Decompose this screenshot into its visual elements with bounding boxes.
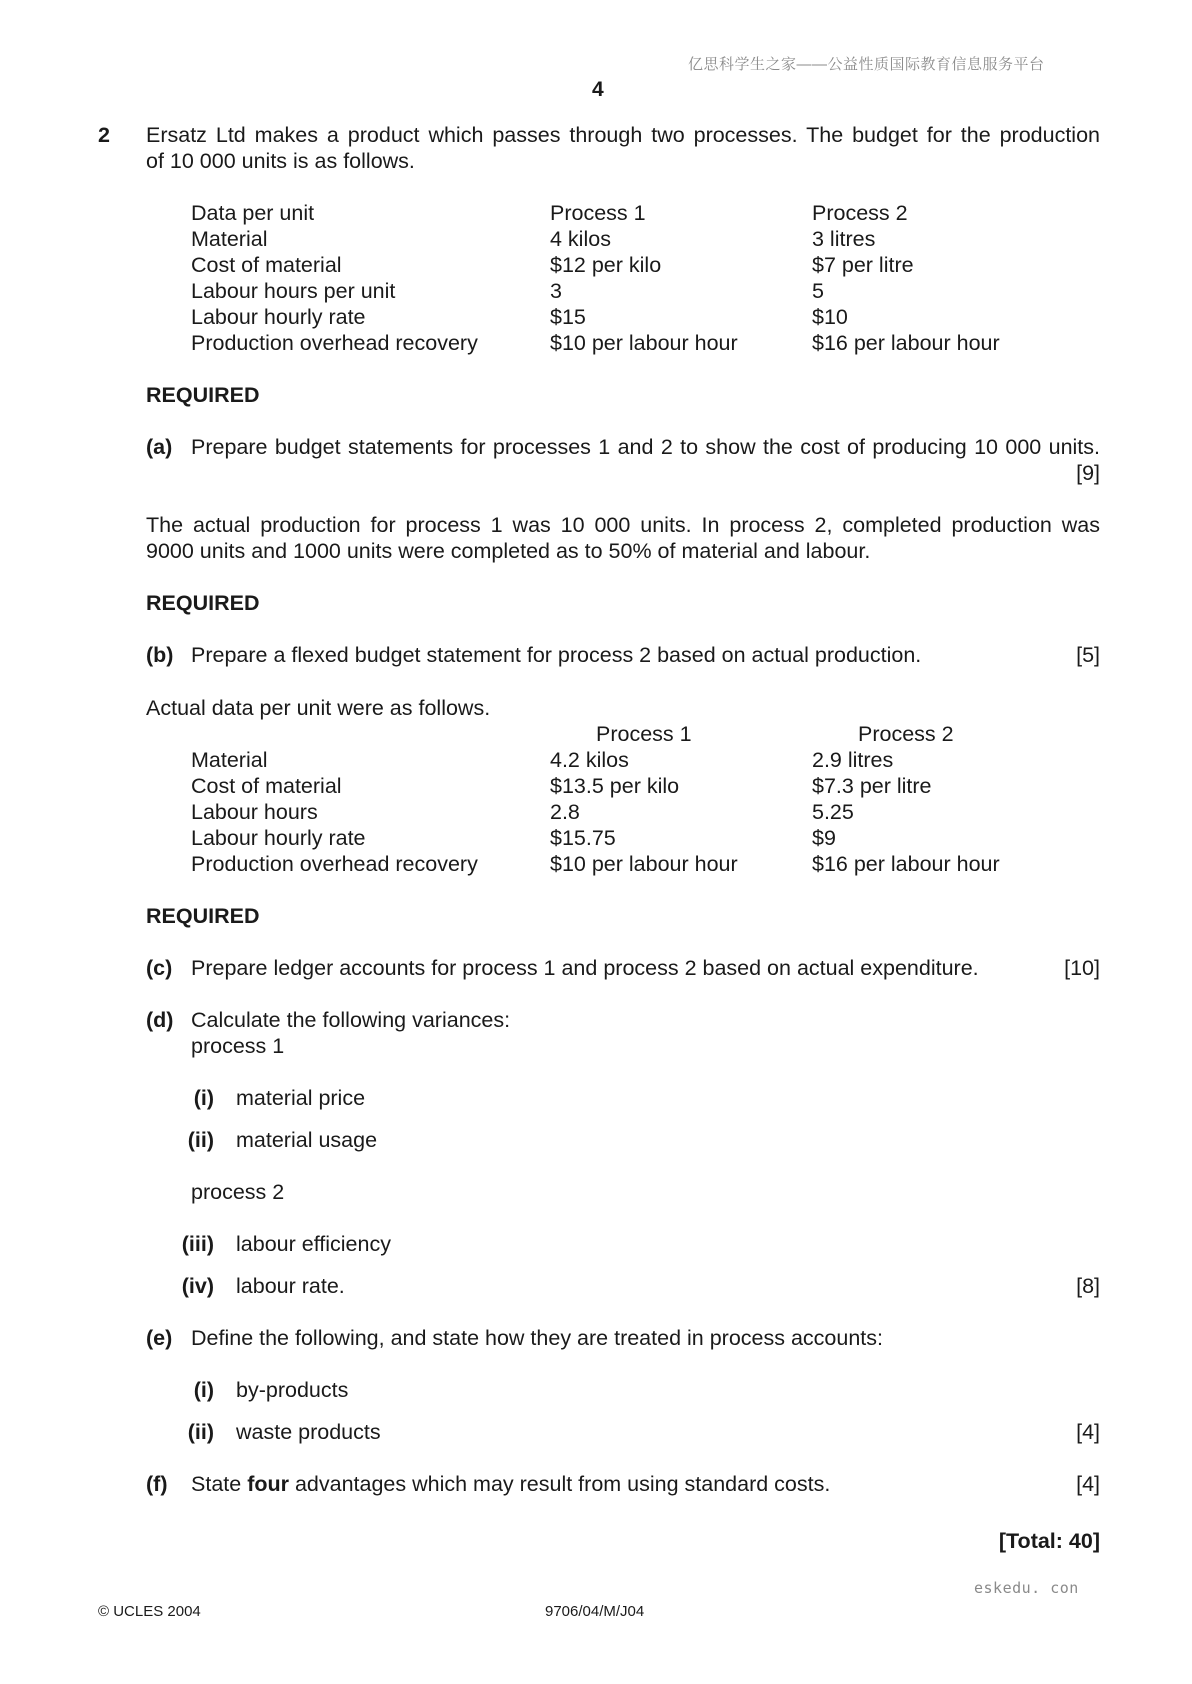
- budget-row-p2: 3 litres: [812, 227, 876, 251]
- part-d-label: (d): [146, 1008, 174, 1032]
- part-d-item-text: labour rate.: [236, 1274, 345, 1298]
- part-e-item-text: by-products: [236, 1378, 349, 1402]
- budget-row-label: Labour hours per unit: [191, 279, 396, 303]
- footer-copyright: © UCLES 2004: [98, 1603, 201, 1620]
- part-c-mark: [10]: [1064, 956, 1100, 980]
- part-d-mark: [8]: [1076, 1274, 1100, 1298]
- budget-row-p1: $10 per labour hour: [550, 331, 738, 355]
- actual-row-p2: $16 per labour hour: [812, 852, 1000, 876]
- part-f-text-bold: four: [247, 1472, 289, 1496]
- required-heading: REQUIRED: [146, 904, 260, 928]
- part-e-mark: [4]: [1076, 1420, 1100, 1444]
- part-d-process2-label: process 2: [191, 1180, 285, 1204]
- actual-row-p1: $15.75: [550, 826, 616, 850]
- actual-row-label: Cost of material: [191, 774, 342, 798]
- actual-row-label: Production overhead recovery: [191, 852, 478, 876]
- part-b-mark: [5]: [1076, 643, 1100, 667]
- part-d-item-text: labour efficiency: [236, 1232, 391, 1256]
- budget-header-data: Data per unit: [191, 201, 315, 225]
- budget-header-process1: Process 1: [550, 201, 646, 225]
- footer-paper-code: 9706/04/M/J04: [545, 1603, 645, 1620]
- budget-row-p1: $15: [550, 305, 586, 329]
- part-e-item-label: (i): [193, 1378, 214, 1402]
- part-c-text: Prepare ledger accounts for process 1 and process 2 based on actual expenditure.: [191, 956, 979, 980]
- total-marks: [Total: 40]: [998, 1529, 1100, 1553]
- question-number: 2: [98, 123, 110, 147]
- budget-row-label: Cost of material: [191, 253, 342, 277]
- part-e-item-text: waste products: [236, 1420, 381, 1444]
- part-f-text: [191, 1472, 830, 1498]
- budget-row-label: Production overhead recovery: [191, 331, 478, 355]
- part-c-label: (c): [146, 956, 173, 980]
- part-d-item-label: (iv): [181, 1274, 214, 1298]
- budget-row-p2: 5: [812, 279, 824, 303]
- part-d-item-label: (i): [193, 1086, 214, 1110]
- budget-row-p1: 4 kilos: [550, 227, 611, 251]
- budget-row-p2: $10: [812, 305, 848, 329]
- part-e-text: Define the following, and state how they are treated in process accounts:: [191, 1326, 883, 1350]
- budget-header-process2: Process 2: [812, 201, 908, 225]
- actual-row-p2: 5.25: [812, 800, 854, 824]
- part-a-text: Prepare budget statements for processes 1 and 2 to show the cost of producing 10 000 units.: [191, 435, 1100, 459]
- actual-data-intro: Actual data per unit were as follows.: [146, 696, 491, 720]
- actual-row-p1: 2.8: [550, 800, 580, 824]
- part-d-item-label: (ii): [187, 1128, 214, 1152]
- required-heading: REQUIRED: [146, 383, 260, 407]
- footer-watermark: eskedu. con: [974, 1579, 1079, 1597]
- actual-row-label: Labour hourly rate: [191, 826, 366, 850]
- part-b-label: (b): [146, 643, 174, 667]
- budget-row-p2: $7 per litre: [812, 253, 914, 277]
- actual-row-label: Labour hours: [191, 800, 318, 824]
- part-e-item-label: (ii): [187, 1420, 214, 1444]
- header-watermark: 亿思科学生之家——公益性质国际教育信息服务平台: [688, 56, 1045, 73]
- part-f-text-before: State: [191, 1472, 248, 1496]
- part-b-text: Prepare a flexed budget statement for process 2 based on actual production.: [191, 643, 922, 667]
- part-f-text-after: advantages which may result from using standard costs.: [288, 1472, 831, 1496]
- budget-row-p1: $12 per kilo: [550, 253, 662, 277]
- part-a-label: (a): [146, 435, 173, 459]
- part-d-text: Calculate the following variances:: [191, 1008, 511, 1032]
- part-e-label: (e): [146, 1326, 173, 1350]
- actual-para-line2: 9000 units and 1000 units were completed as to 50% of material and labour.: [146, 539, 871, 563]
- actual-header-process2: Process 2: [858, 722, 954, 746]
- budget-row-label: Material: [191, 227, 268, 251]
- part-d-item-label: (iii): [181, 1232, 214, 1256]
- budget-row-p1: 3: [550, 279, 562, 303]
- actual-header-process1: Process 1: [596, 722, 692, 746]
- budget-row-label: Labour hourly rate: [191, 305, 366, 329]
- part-d-item-text: material price: [236, 1086, 366, 1110]
- part-a-mark: [9]: [1076, 461, 1100, 485]
- question-intro-line2: of 10 000 units is as follows.: [146, 149, 415, 173]
- question-intro-line1: Ersatz Ltd makes a product which passes through two processes. The budget for the production: [146, 123, 1100, 147]
- part-f-label: (f): [146, 1472, 168, 1496]
- part-d-process1-label: process 1: [191, 1034, 285, 1058]
- actual-row-p1: $13.5 per kilo: [550, 774, 680, 798]
- actual-row-p1: 4.2 kilos: [550, 748, 629, 772]
- budget-row-p2: $16 per labour hour: [812, 331, 1000, 355]
- actual-row-label: Material: [191, 748, 268, 772]
- actual-row-p2: $7.3 per litre: [812, 774, 932, 798]
- actual-row-p1: $10 per labour hour: [550, 852, 738, 876]
- actual-row-p2: 2.9 litres: [812, 748, 894, 772]
- required-heading: REQUIRED: [146, 591, 260, 615]
- part-f-mark: [4]: [1076, 1472, 1100, 1496]
- part-d-item-text: material usage: [236, 1128, 378, 1152]
- actual-row-p2: $9: [812, 826, 836, 850]
- page-number: 4: [592, 78, 604, 101]
- actual-para-line1: The actual production for process 1 was 10 000 units. In process 2, completed production was: [146, 513, 1100, 537]
